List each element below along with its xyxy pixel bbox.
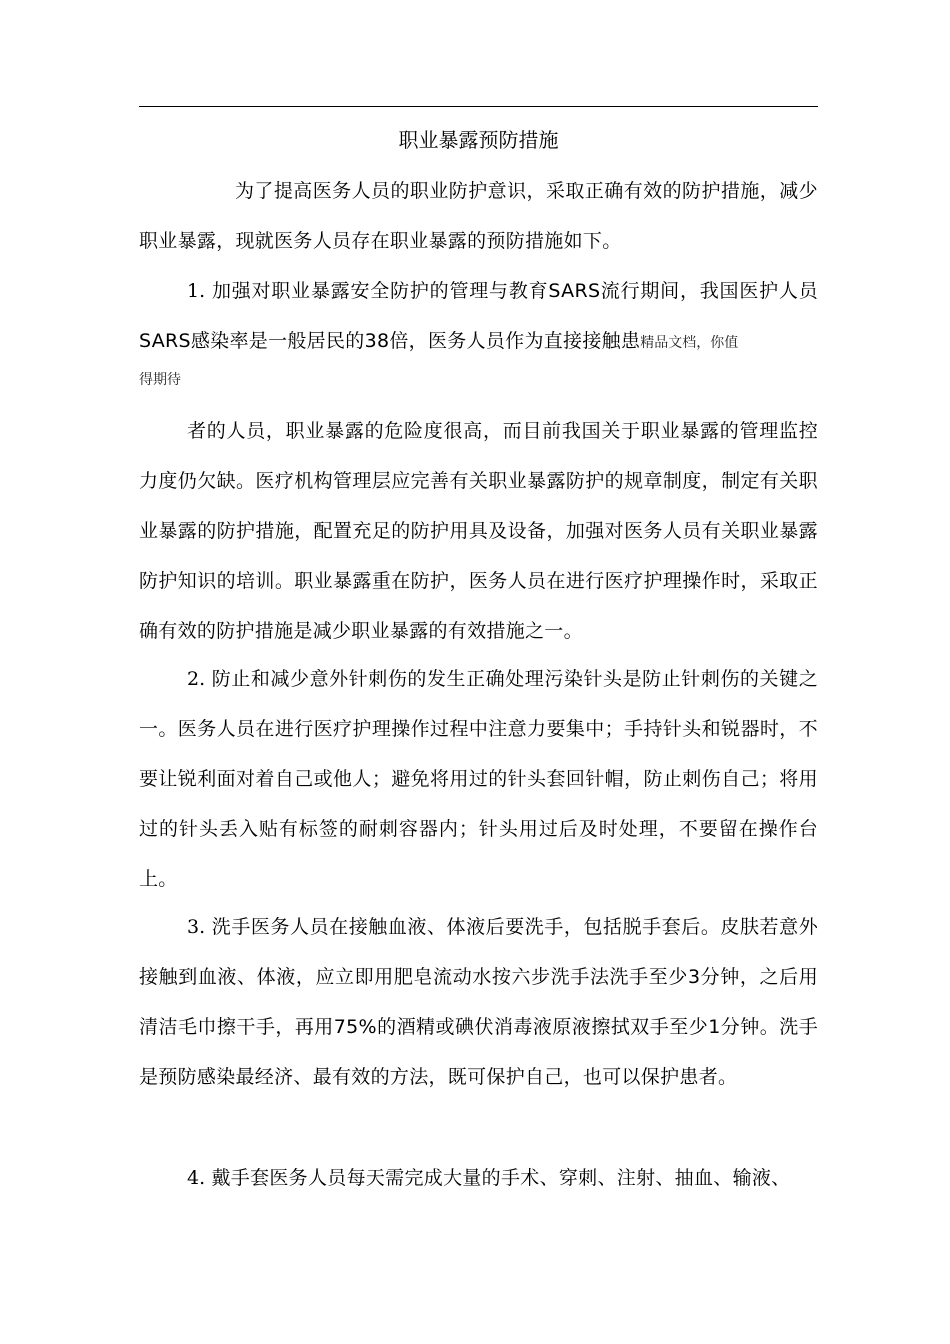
paragraph-2-text: 防止和减少意外针刺伤的发生正确处理污染针头是防止针刺伤的关键之一。医务人员在进行医疗护理操作过程中注意力要集中；手持针头和锐器时，不要让锐利面对着自己或他人；避免将用过的针头套回针帽，防止刺伤自己；将用过的针头丢入贴有标签的耐刺容器内；针头用过后及时处理，不要留在操作台上。	[139, 668, 818, 890]
paragraph-3	[139, 902, 818, 1102]
watermark-text-a: 精品文档，你值	[640, 335, 739, 351]
paragraph-3-text: 洗手医务人员在接触血液、体液后要洗手，包括脱手套后。皮肤若意外接触到血液、体液，应立即用肥皂流动水按六步洗手法洗手至少3分钟，之后用清洁毛巾擦干手，再用75%的酒精或碘伏消毒液原液擦拭双手至少1分钟。洗手是预防感染最经济、最有效的方法，既可保护自己，也可以保护患者。	[139, 916, 818, 1088]
paragraph-1-text: 加强对职业暴露安全防护的管理与教育SARS流行期间，我国医护人员SARS感染率是一般居民的38倍，医务人员作为直接接触患	[139, 280, 819, 352]
header-rule	[139, 106, 818, 107]
watermark-text-b: 得期待	[139, 372, 181, 388]
intro-paragraph: 为了提高医务人员的职业防护意识，采取正确有效的防护措施，减少职业暴露，现就医务人员存在职业暴露的预防措施如下。	[139, 180, 818, 252]
paragraph-1-number: 1.	[187, 280, 206, 302]
paragraph-3-number: 3.	[187, 916, 206, 938]
paragraph-4-text: 戴手套医务人员每天需完成大量的手术、穿刺、注射、抽血、输液、	[211, 1167, 791, 1189]
paragraph-4-number: 4.	[187, 1167, 206, 1189]
paragraph-4	[139, 1153, 818, 1203]
paragraph-1	[139, 266, 818, 368]
paragraph-2-number: 2.	[187, 668, 206, 690]
paragraph-1-continued: 者的人员，职业暴露的危险度很高，而目前我国关于职业暴露的管理监控力度仍欠缺。医疗机构管理层应完善有关职业暴露防护的规章制度，制定有关职业暴露的防护措施，配置充足的防护用具及设备，加强对医务人员有关职业暴露防护知识的培训。职业暴露重在防护，医务人员在进行医疗护理操作时，采取正确有效的防护措施是减少职业暴露的有效措施之一。	[139, 420, 818, 642]
paragraph-2	[139, 654, 818, 904]
document-title: 职业暴露预防措施	[398, 128, 559, 152]
